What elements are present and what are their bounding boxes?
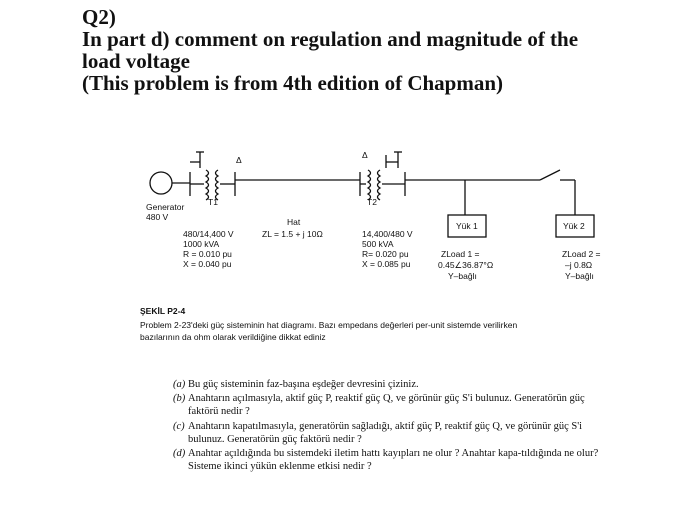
t2-secondary-coil	[378, 170, 381, 200]
t1-primary-coil	[206, 170, 209, 200]
item-key: (c)	[173, 420, 185, 432]
t2-primary-coil	[368, 170, 371, 200]
t2-delta-symbol: Δ	[362, 150, 368, 160]
t1-spec-r: R = 0.010 pu	[183, 249, 232, 259]
generator-label: Generator	[146, 202, 185, 212]
load-1-impedance-value: 0.45∠36.87°Ω	[438, 260, 494, 270]
load-1-connection: Y–bağlı	[448, 271, 477, 281]
figure-description-line-2: bazılarının da ohm olarak verildiğine dikkat ediniz	[140, 332, 326, 342]
question-line-2: load voltage	[82, 49, 190, 73]
generator-symbol	[150, 172, 172, 194]
item-text: Anahtarın kapatılmasıyla, generatörün sağladığı, aktif güç P, reaktif güç Q, ve görünür güç S'i bulunuz. Generatörün güç faktörü nedir ?	[188, 420, 583, 445]
list-item	[173, 392, 613, 418]
load-2-connection: Y–bağlı	[565, 271, 594, 281]
item-text: Bu güç sisteminin faz-başına eşdeğer devresini çiziniz.	[188, 379, 419, 390]
question-number: Q2)	[82, 5, 116, 29]
figure-title: ŞEKİL P2-4	[140, 306, 186, 316]
list-item	[173, 378, 613, 391]
load2-switch	[540, 170, 560, 180]
question-line-3: (This problem is from 4th edition of Chapman)	[82, 71, 504, 95]
figure-description-line-1: Problem 2-23'deki güç sisteminin hat diagramı. Bazı empedans değerleri per-unit sistemde verilirken	[140, 320, 518, 330]
t1-label: T1	[208, 197, 218, 207]
t1-spec-rating: 1000 kVA	[183, 239, 220, 249]
item-text: Anahtarın açılmasıyla, aktif güç P, reaktif güç Q, ve görünür güç S'i bulunuz. Generatörün güç faktörü nedir ?	[188, 393, 585, 418]
item-key: (b)	[173, 393, 186, 405]
line-label: Hat	[287, 217, 301, 227]
t2-spec-rating: 500 kVA	[362, 239, 394, 249]
t2-label: T2	[367, 197, 377, 207]
load-2-impedance-value: –j 0.8Ω	[565, 260, 593, 270]
question-header	[82, 6, 642, 94]
problem-items	[173, 378, 613, 474]
t1-spec-x: X = 0.040 pu	[183, 259, 232, 269]
t2-spec-x: X = 0.085 pu	[362, 259, 411, 269]
line-impedance: ZL = 1.5 + j 10Ω	[262, 229, 323, 239]
item-text: Anahtar açıldığında bu sistemdeki iletim hattı kayıpları ne olur ? Anahtar kapa-tıldığında ne olur? Sisteme ikinci yükün eklenme etkisi nedir ?	[188, 448, 599, 473]
t2-spec-voltage: 14,400/480 V	[362, 229, 413, 239]
item-key: (d)	[173, 448, 186, 460]
one-line-diagram	[0, 140, 700, 300]
list-item	[173, 420, 613, 446]
figure-caption	[140, 306, 660, 343]
list-item	[173, 447, 613, 473]
t2-spec-r: R= 0.020 pu	[362, 249, 409, 259]
item-key: (a)	[173, 379, 186, 390]
t1-delta-symbol: Δ	[236, 155, 242, 165]
load-2-impedance-label: ZLoad 2 =	[562, 249, 601, 259]
generator-voltage: 480 V	[146, 212, 169, 222]
load-1-impedance-label: ZLoad 1 =	[441, 249, 480, 259]
load-2-label: Yük 2	[563, 221, 585, 231]
t1-spec-voltage: 480/14,400 V	[183, 229, 234, 239]
question-line-1: In part d) comment on regulation and magnitude of the	[82, 27, 579, 51]
load-1-label: Yük 1	[456, 221, 478, 231]
t1-secondary-coil	[216, 170, 219, 200]
